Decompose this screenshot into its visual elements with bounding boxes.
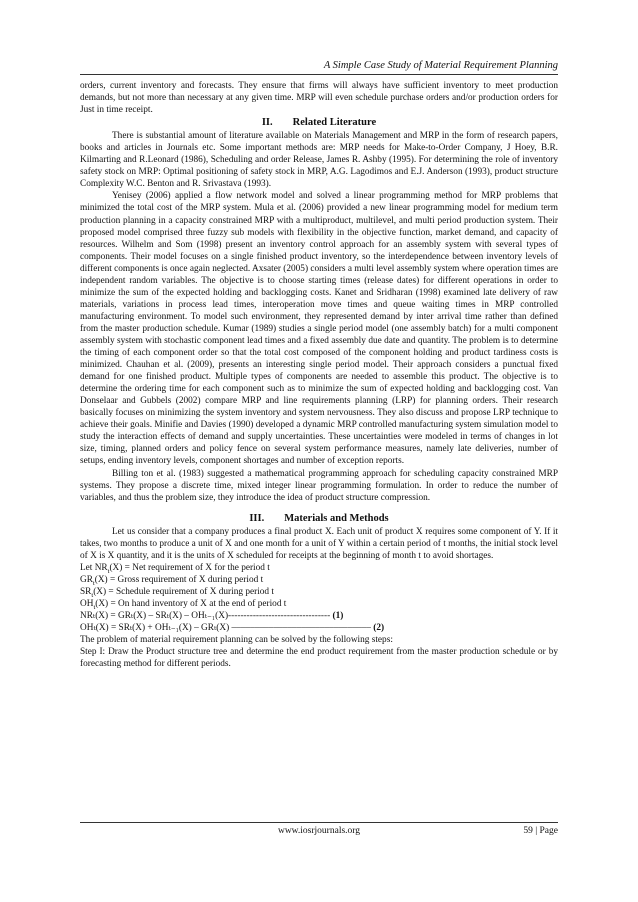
step-1: Step I: Draw the Product structure tree and determine the end product requirement from the master production schedule or by forecasting method for different periods.	[80, 647, 558, 670]
section-heading-materials-methods	[80, 513, 558, 525]
equation-label: (2)	[373, 623, 385, 634]
section-heading-related-literature	[80, 117, 558, 129]
equation-label: (1)	[332, 611, 344, 622]
equation-1: NRₜ(X) = GRₜ(X) – SRₜ(X) – OHₜ₋₁(X)--------------------------------- (1)	[80, 611, 344, 622]
definition-line: $GR_t(X)$ = Gross requirement of X during period t	[80, 574, 264, 587]
definition-line: Let $NR_t(X)$ = Net requirement of X for the period t	[80, 562, 270, 575]
section-number: II.	[261, 117, 273, 129]
page-footer	[80, 822, 558, 836]
steps-intro: The problem of material requirement planning can be solved by the following steps:	[80, 635, 393, 646]
body-paragraph: Billing ton et al. (1983) suggested a mathematical programming approach for scheduling capacity constrained MRP systems. They propose a discrete time, mixed integer linear programming formulation. In order to reduce the number of variables, and thus the problem size, they introduce the idea of product structure compression.	[80, 468, 558, 503]
section-title: Materials and Methods	[284, 512, 389, 524]
page-body	[80, 80, 558, 670]
page-number: 59 | Page	[523, 826, 558, 836]
intro-paragraph: orders, current inventory and forecasts. They ensure that firms will always have sufficient inventory to meet production demands, but not more than necessary at any given time. MRP will even schedule purchase orders and/or production orders for Just in time receipt.	[80, 81, 558, 116]
section-number: III.	[249, 512, 265, 524]
body-paragraph: Let us consider that a company produces a final product X. Each unit of product X requires some component of Y. If it takes, two months to produce a unit of X and one month for a unit of Y within a certain period of t months, the initial stock level of X is X quantity, and it is the units of X scheduled for receipts at the beginning of month t to avoid shortages.	[80, 526, 558, 561]
definition-line: $OH_t(X) = On$ hand inventory of X at the end of period t	[80, 598, 287, 611]
body-paragraph: Yenisey (2006) applied a flow network model and solved a linear programming method for MRP problems that minimized the total cost of the MRP system. Mula et al. (2006) provided a new linear programming model for medium term production planning in a capacity constrained MRP with a multiproduct, multilevel, and multi period production system. Their proposed model comprised three fuzzy sub models with flexibility in the objective function, market demand, and capacity of resources. Wilhelm and Som (1998) present an inventory control approach for an assembly system with several types of components. Their model focuses on a single finished product inventory, so the interdependence between inventory levels of different components is once again neglected. Axsater (2005) considers a multi level assembly system where operation times are independent random variables. The objective is to choose starting times (release dates) for different operations in order to minimize the sum of the expected holding and backlogging costs. Kanet and Sridharan (1998) examined late delivery of raw materials, variations in process lead times, interoperation move times and queue waiting times in MRP controlled manufacturing environment. To model such environment, they represented demand by inter arrival time rather than defined from the master production schedule. Kumar (1989) studies a single period model (one assembly batch) for a multi component assembly system with stochastic component lead times and a fixed assembly due date and quantity. The problem is to determine the timing of each component order so that the total cost composed of the component holding and product tardiness costs is minimized. Chauhan et al. (2009), presents an interesting single period model. Their approach considers a punctual fixed demand for one finished product. Multiple types of components are needed to assemble this product. The objective is to determine the ordering time for each component such as to minimize the sum of expected holding and backlogging cost. Van Donselaar and Gubbels (2002) compare MRP and line requirements planning (LRP) for planning orders. Their research basically focuses on minimizing the system inventory and system nervousness. They also discuss and propose LRP technique to achieve their goals. Minifie and Davies (1990) developed a dynamic MRP controlled manufacturing system simulation model to study the interaction effects of demand and supply uncertainties. These uncertainties were modeled in terms of changes in lot size, timing, planned orders and policy fence on several system performance measures, namely late deliveries, number of setups, ending inventory levels, component shortages and number of exception reports.	[80, 191, 558, 467]
header-rule	[80, 74, 558, 75]
equation-2: OHₜ(X) = SRₜ(X) + OHₜ₋₁(X) – GRₜ(X) –––––––––––––––––––––––––––––– (2)	[80, 623, 385, 634]
journal-url: www.iosrjournals.org	[277, 826, 361, 836]
section-title: Related Literature	[292, 117, 377, 129]
definition-line: $SR_t(X)$ = Schedule requirement of X during period t	[80, 586, 274, 599]
running-header: A Simple Case Study of Material Requirement Planning	[323, 60, 558, 71]
body-paragraph: There is substantial amount of literature available on Materials Management and MRP in the form of research papers, books and articles in Journals etc. Some important methods are: MRP needs for Make-to-Order Company, J Hoey, B.R. Kilmarting and R.Leonard (1986), Scheduling and order Release, James R. Ashby (1995). For determining the role of inventory safety stock on MRP: Optimal positioning of safety stock in MRP, A.G. Lagodimos and E.J. Anderson (1993), product structure Complexity W.C. Benton and R. Srivastava (1993).	[80, 131, 558, 190]
